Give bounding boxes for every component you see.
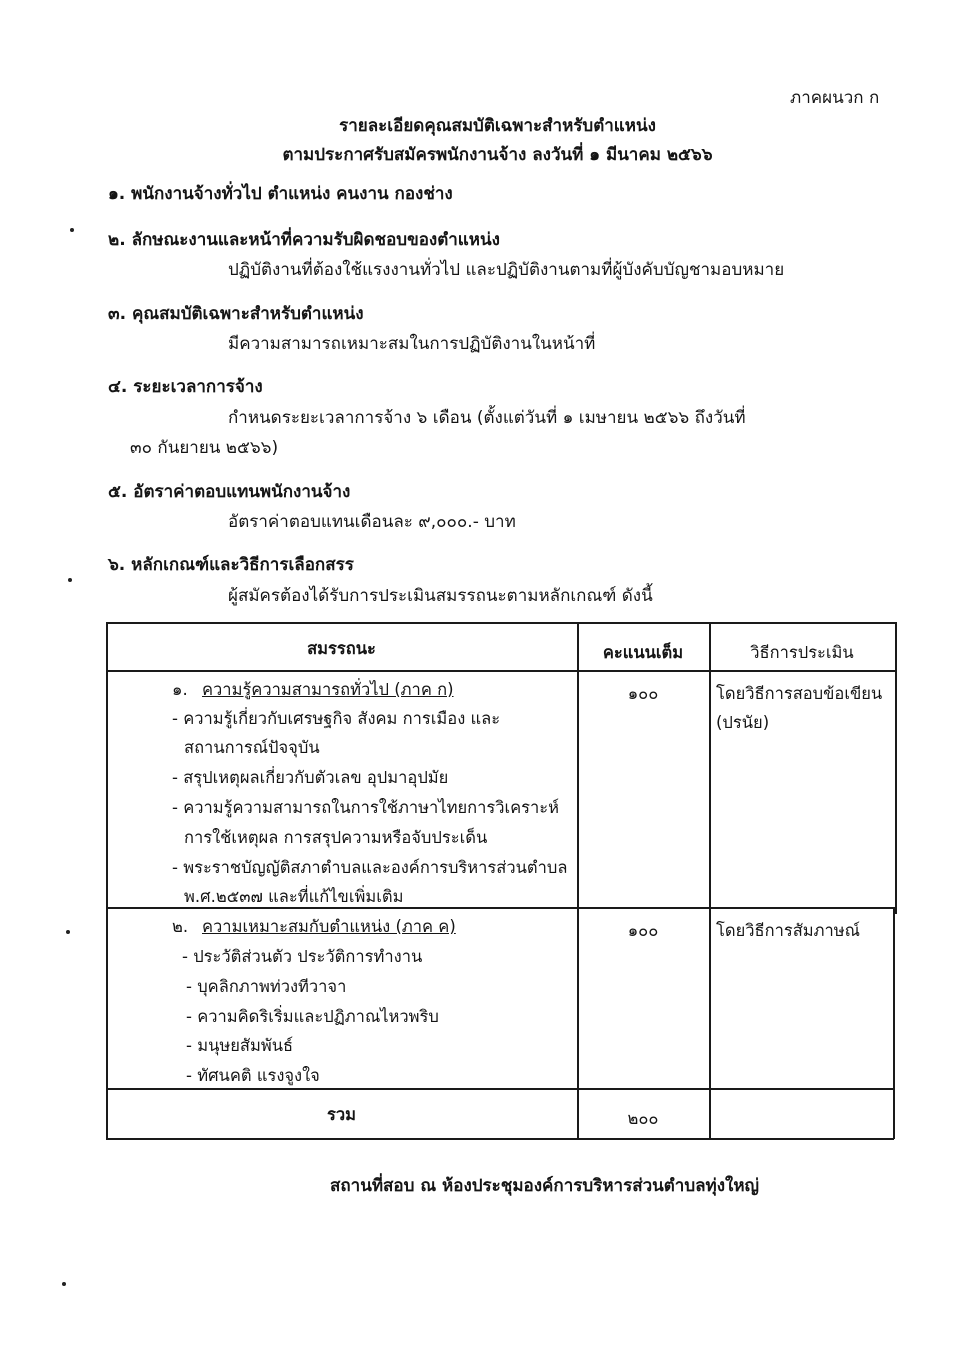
row-2-item-3: - ความคิดริเริ่มและปฏิภาณไหวพริบ	[186, 1007, 439, 1026]
section-3-body: มีความสามารถเหมาะสมในการปฏิบัติงานในหน้าที่	[228, 334, 596, 354]
section-4-body-line1: กำหนดระยะเวลาการจ้าง ๖ เดือน (ตั้งแต่วันที่ ๑ เมษายน ๒๕๖๖ ถึงวันที่	[228, 408, 746, 428]
row-2-score: ๑๐๐	[627, 921, 659, 940]
row-1-score: ๑๐๐	[627, 684, 659, 703]
table-header-full-score: คะแนนเต็ม	[602, 643, 684, 662]
row-2-title: ความเหมาะสมกับตำแหน่ง (ภาค ค)	[202, 917, 456, 936]
row-1-item-1-cont: สถานการณ์ปัจจุบัน	[184, 738, 320, 757]
total-score: ๒๐๐	[627, 1109, 659, 1128]
row-1-method: โดยวิธีการสอบข้อเขียน	[716, 684, 883, 703]
row-2-number: ๒.	[172, 917, 189, 936]
page-title: รายละเอียดคุณสมบัติเฉพาะสำหรับตำแหน่ง	[339, 116, 656, 136]
section-6-heading: ๖. หลักเกณฑ์และวิธีการเลือกสรร	[108, 555, 354, 575]
row-2-method: โดยวิธีการสัมภาษณ์	[716, 921, 860, 940]
row-1-number: ๑.	[172, 680, 188, 699]
table-header-method: วิธีการประเมิน	[750, 643, 854, 662]
row-2-item-5: - ทัศนคติ แรงจูงใจ	[186, 1066, 320, 1085]
section-5-body: อัตราค่าตอบแทนเดือนละ ๙,๐๐๐.- บาท	[228, 512, 516, 532]
row-1-item-3-cont: การใช้เหตุผล การสรุปความหรือจับประเด็น	[184, 828, 488, 847]
section-6-body: ผู้สมัครต้องได้รับการประเมินสมรรถนะตามหลักเกณฑ์ ดังนี้	[228, 586, 653, 606]
section-1-heading: ๑. พนักงานจ้างทั่วไป ตำแหน่ง คนงาน กองช่าง	[108, 184, 453, 204]
scan-speck	[70, 228, 74, 232]
scan-speck	[62, 1282, 66, 1286]
row-1-item-3: - ความรู้ความสามารถในการใช้ภาษาไทยการวิเคราะห์	[172, 798, 560, 817]
table-header-competency: สมรรถนะ	[307, 639, 376, 658]
page-subtitle: ตามประกาศรับสมัครพนักงานจ้าง ลงวันที่ ๑ มีนาคม ๒๕๖๖	[282, 145, 713, 165]
appendix-label: ภาคผนวก ก	[790, 88, 880, 108]
row-2-item-2: - บุคลิกภาพท่วงทีวาจา	[186, 977, 347, 996]
row-2-item-4: - มนุษยสัมพันธ์	[186, 1036, 294, 1055]
section-5-heading: ๕. อัตราค่าตอบแทนพนักงานจ้าง	[108, 482, 351, 502]
row-1-item-2: - สรุปเหตุผลเกี่ยวกับตัวเลข อุปมาอุปมัย	[172, 768, 449, 787]
section-3-heading: ๓. คุณสมบัติเฉพาะสำหรับตำแหน่ง	[108, 304, 364, 324]
scan-speck	[68, 578, 72, 582]
row-1-item-4: - พระราชบัญญัติสภาตำบลและองค์การบริหารส่วนตำบล	[172, 858, 568, 877]
row-2-item-1: - ประวัติส่วนตัว ประวัติการทำงาน	[182, 947, 423, 966]
section-4-heading: ๔. ระยะเวลาการจ้าง	[108, 377, 263, 397]
row-1-method-cont: (ปรนัย)	[716, 713, 770, 732]
row-1-item-1: - ความรู้เกี่ยวกับเศรษฐกิจ สังคม การเมือง และ	[172, 709, 501, 728]
exam-location: สถานที่สอบ ณ ห้องประชุมองค์การบริหารส่วนตำบลทุ่งใหญ่	[330, 1176, 760, 1196]
section-4-body-line2: ๓๐ กันยายน ๒๕๖๖)	[130, 438, 279, 458]
total-label: รวม	[326, 1105, 356, 1124]
section-2-heading: ๒. ลักษณะงานและหน้าที่ความรับผิดชอบของตำแหน่ง	[108, 230, 500, 250]
row-1-item-4-cont: พ.ศ.๒๕๓๗ และที่แก้ไขเพิ่มเติม	[184, 887, 404, 906]
section-2-body: ปฏิบัติงานที่ต้องใช้แรงงานทั่วไป และปฏิบัติงานตามที่ผู้บังคับบัญชามอบหมาย	[228, 260, 785, 280]
row-1-title: ความรู้ความสามารถทั่วไป (ภาค ก)	[202, 680, 454, 699]
scan-speck	[66, 930, 70, 934]
